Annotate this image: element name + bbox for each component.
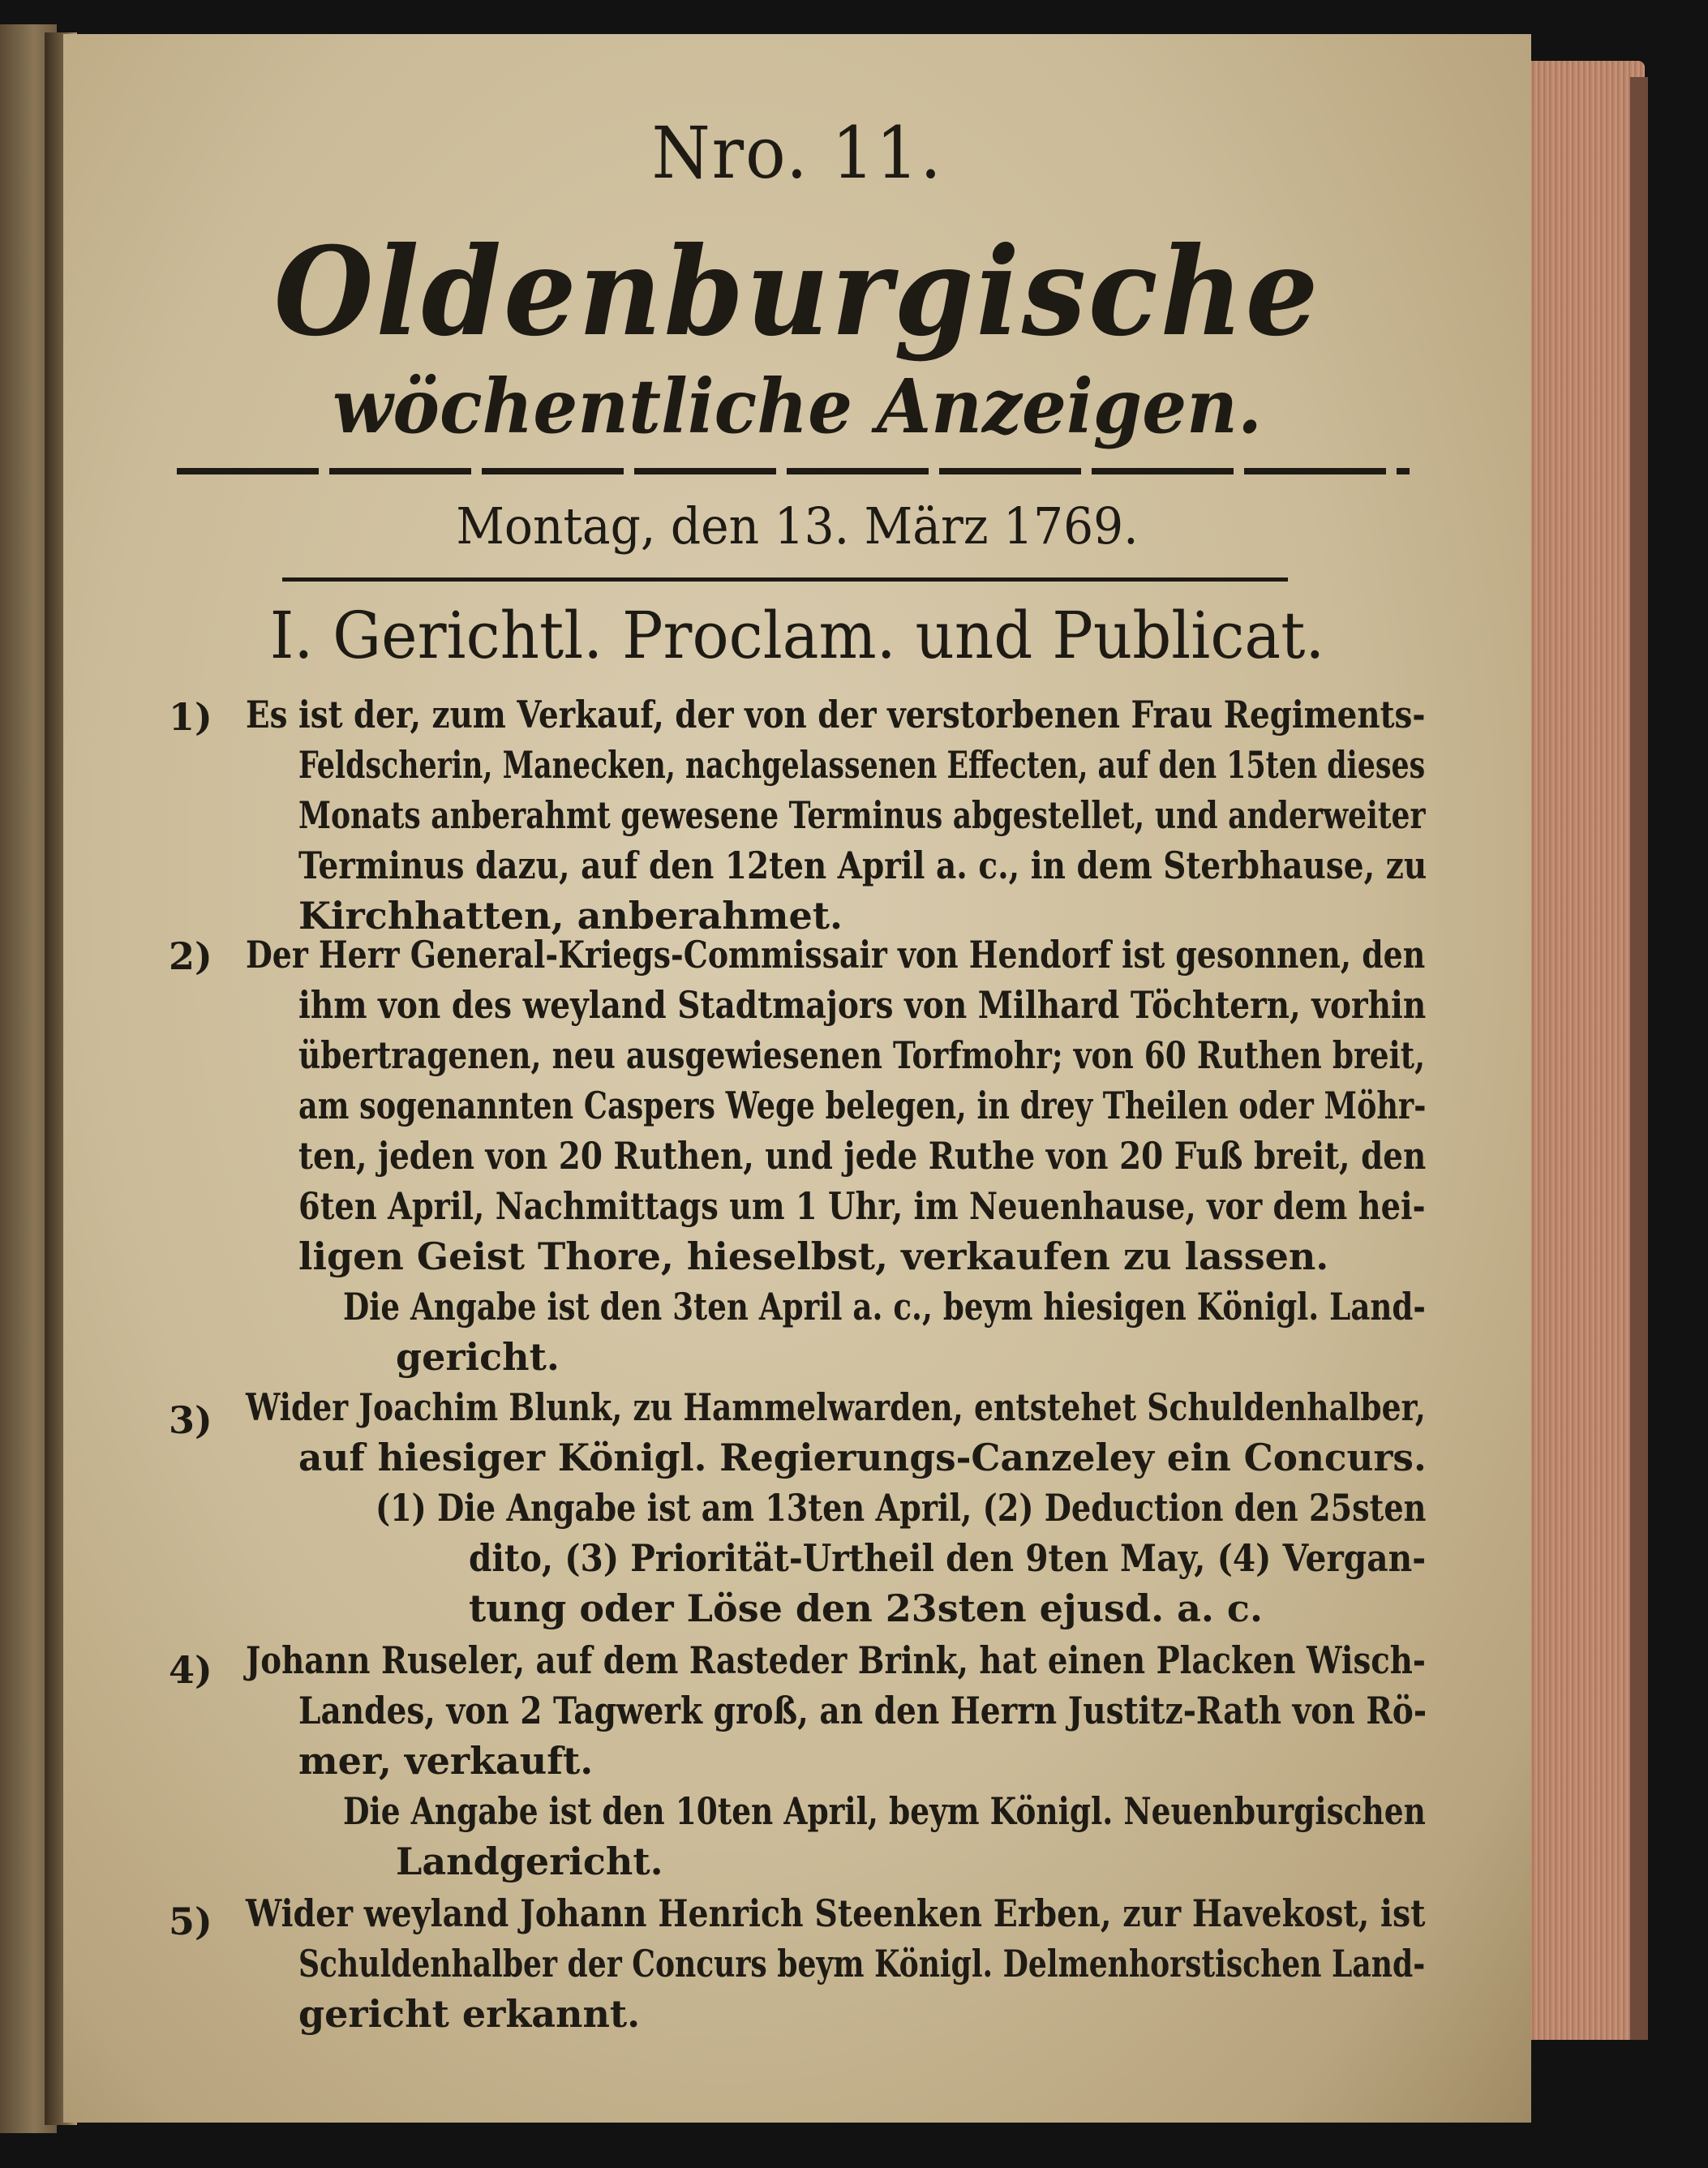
item-number: 4) <box>169 1648 212 1692</box>
item-number: 3) <box>169 1398 212 1442</box>
masthead-subtitle: wöchentliche Anzeigen. <box>332 363 1263 450</box>
issue-date: Montag, den 13. März 1769. <box>456 496 1139 556</box>
item-line: Johann Ruseler, auf dem Rasteder Brink, hat einen Placken Wisch- <box>246 1638 1426 1682</box>
item-number: 5) <box>169 1900 212 1943</box>
item-line: gericht erkannt. <box>298 1992 641 2036</box>
masthead-rule <box>177 468 1410 474</box>
item-line: Wider weyland Johann Henrich Steenken Erben, zur Havekost, ist <box>246 1891 1426 1935</box>
item-line: auf hiesiger Königl. Regierungs-Canzeley ein Concurs. <box>298 1436 1427 1479</box>
newspaper-page <box>63 34 1531 2123</box>
item-line: Wider Joachim Blunk, zu Hammelwarden, entstehet Schuldenhalber, <box>246 1385 1426 1429</box>
item-line: Monats anberahmt gewesene Terminus abgestellet, und anderweiter <box>298 793 1426 837</box>
book-cover-edge <box>1630 77 1648 2040</box>
item-line: ligen Geist Thore, hieselbst, verkaufen zu lassen. <box>298 1234 1329 1278</box>
item-note-line: Die Angabe ist den 3ten April a. c., beym hiesigen Königl. Land- <box>343 1285 1426 1329</box>
item-line: ten, jeden von 20 Ruthen, und jede Ruthe von 20 Fuß breit, den <box>298 1134 1427 1178</box>
masthead-title: Oldenburgische <box>273 221 1321 363</box>
item-line: am sogenannten Caspers Wege belegen, in drey Theilen oder Möhr- <box>298 1084 1427 1127</box>
section-heading: I. Gerichtl. Proclam. und Publicat. <box>269 598 1325 673</box>
item-number: 2) <box>169 934 212 978</box>
item-line: 6ten April, Nachmittags um 1 Uhr, im Neuenhause, vor dem hei- <box>298 1184 1426 1228</box>
issue-number: Nro. 11. <box>651 111 943 195</box>
item-line: mer, verkauft. <box>298 1739 594 1783</box>
item-note-line: (1) Die Angabe ist am 13ten April, (2) Deduction den 25sten <box>376 1486 1427 1530</box>
item-line: ihm von des weyland Stadtmajors von Milhard Töchtern, vorhin <box>298 983 1427 1027</box>
item-note-line: Die Angabe ist den 10ten April, beym Königl. Neuenburgischen <box>343 1789 1426 1833</box>
item-line: Der Herr General-Kriegs-Commissair von Hendorf ist gesonnen, den <box>246 933 1426 977</box>
item-line: übertragenen, neu ausgewiesenen Torfmohr; von 60 Ruthen breit, <box>298 1033 1426 1077</box>
item-line: Feldscherin, Manecken, nachgelassenen Effecten, auf den 15ten dieses <box>298 743 1426 787</box>
item-line: Schuldenhalber der Concurs beym Königl. Delmenhorstischen Land- <box>298 1942 1426 1986</box>
page-edges <box>1523 61 1645 2040</box>
item-line: Kirchhatten, anberahmet. <box>298 894 843 938</box>
item-note-line: tung oder Löse den 23sten ejusd. a. c. <box>469 1586 1263 1630</box>
item-line: Es ist der, zum Verkauf, der von der verstorbenen Frau Regiments- <box>246 693 1426 736</box>
item-number: 1) <box>169 695 212 739</box>
item-line: Terminus dazu, auf den 12ten April a. c., in dem Sterbhause, zu <box>298 844 1427 887</box>
item-note-line: dito, (3) Priorität-Urtheil den 9ten May, (4) Vergan- <box>469 1536 1427 1580</box>
date-rule <box>282 577 1288 582</box>
item-line: Landes, von 2 Tagwerk groß, an den Herrn Justitz-Rath von Rö- <box>298 1689 1427 1732</box>
item-note-line: gericht. <box>396 1335 560 1379</box>
item-note-line: Landgericht. <box>396 1840 663 1883</box>
